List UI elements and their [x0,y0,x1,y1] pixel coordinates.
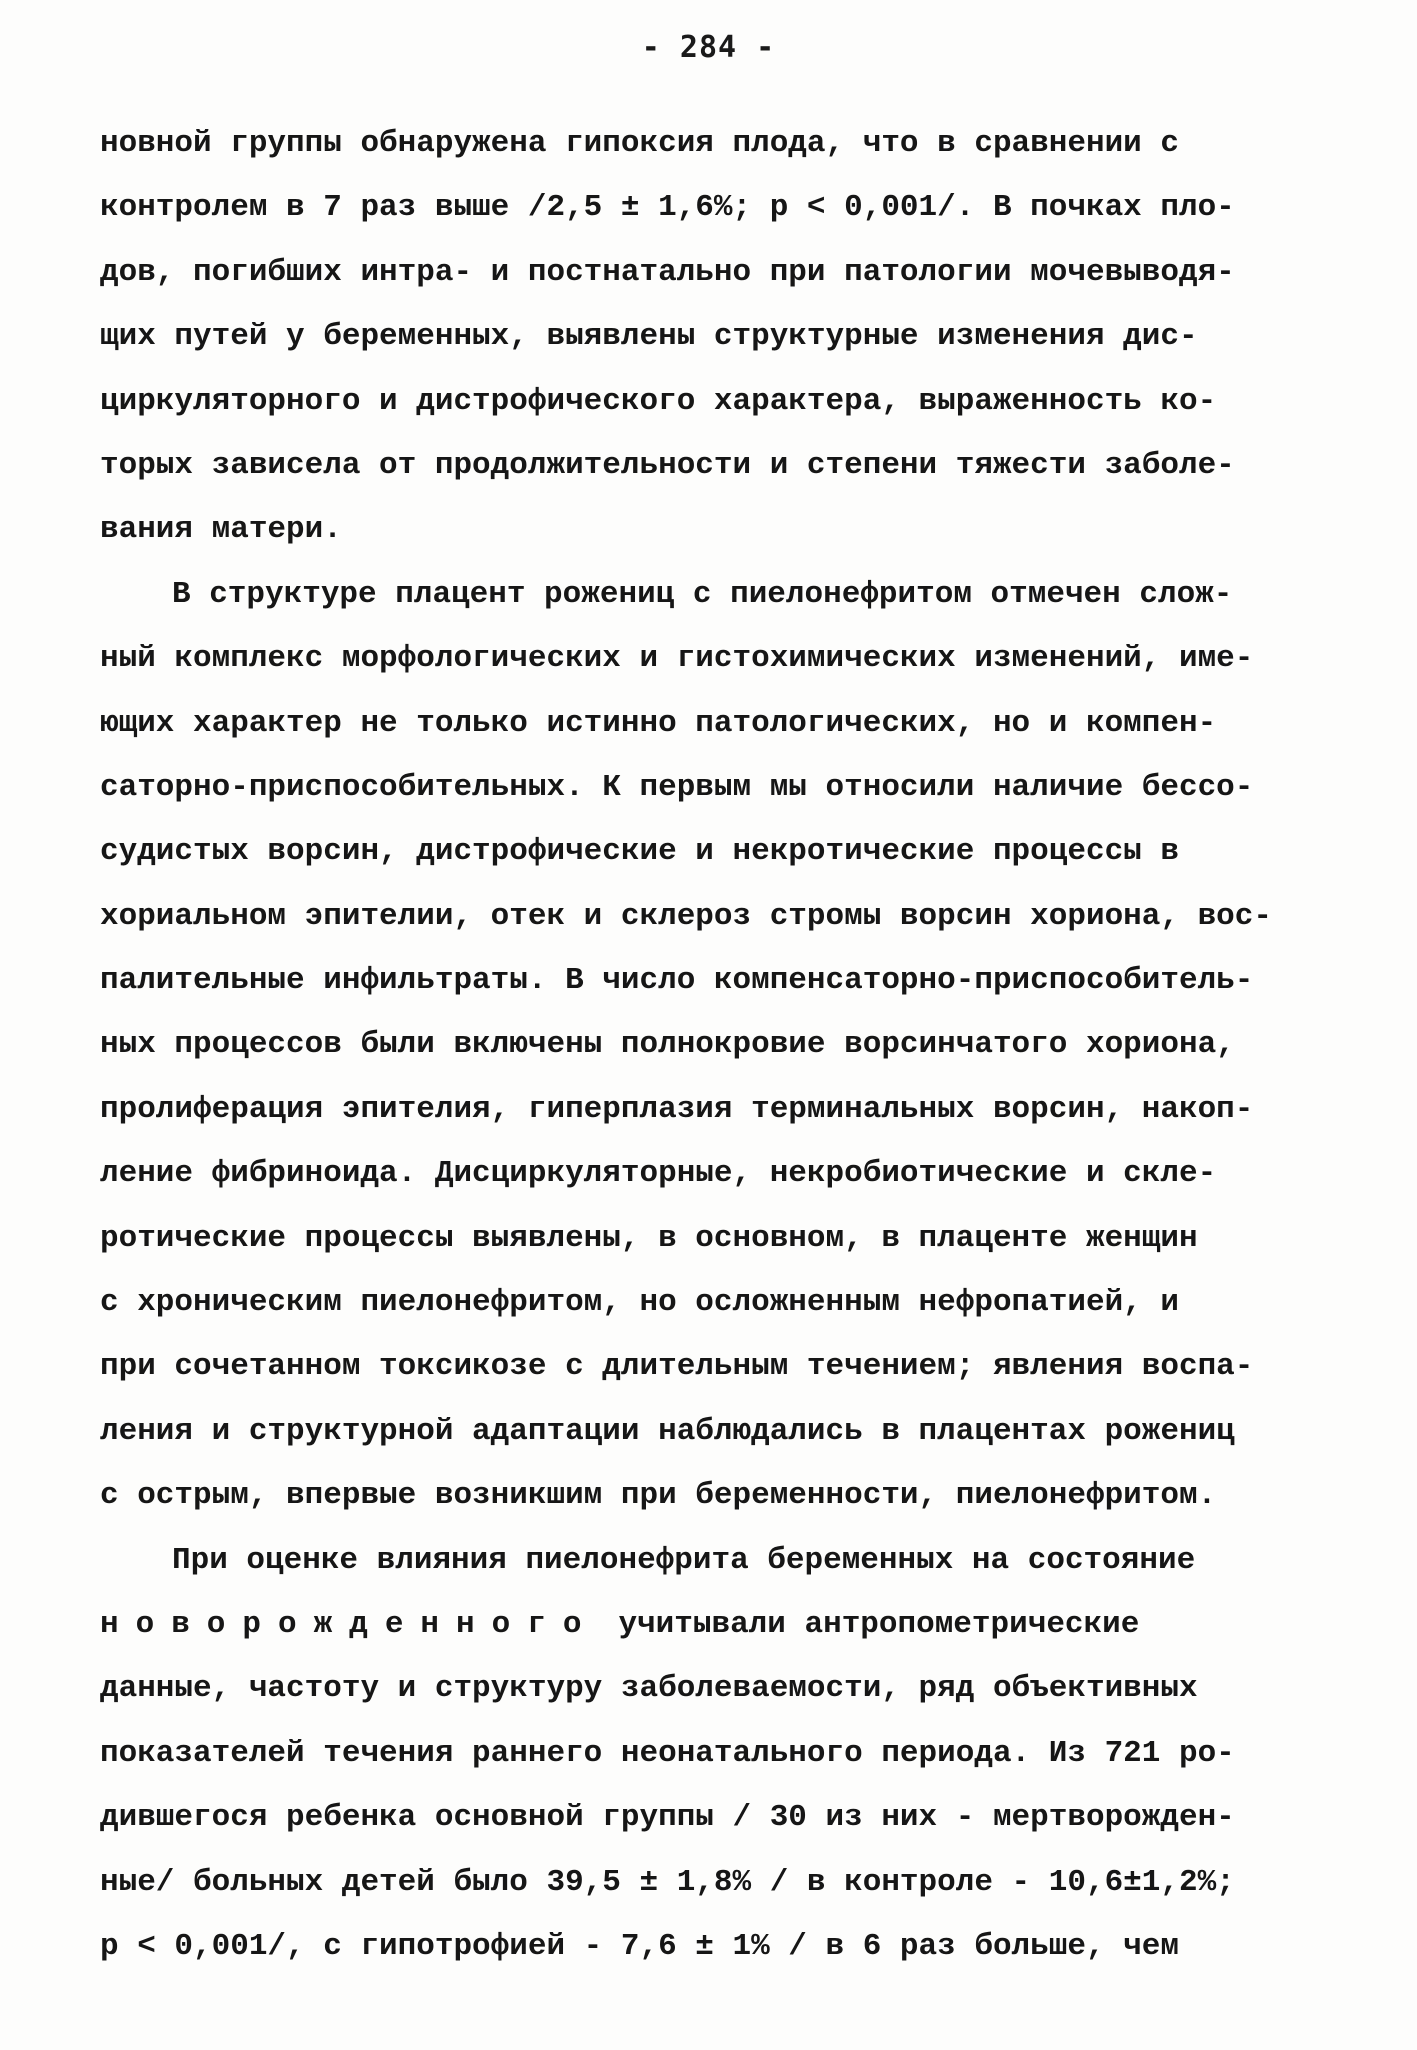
text-line: ные/ больных детей было 39,5 ± 1,8% / в контроле - 10,6±1,2%; [100,1864,1235,1900]
body-text [100,112,1340,1979]
text-line: при сочетанном токсикозе с длительным течением; явления воспа- [100,1349,1254,1385]
text-line: судистых ворсин, дистрофические и некротические процессы в [100,834,1179,870]
text-line: данные, частоту и структуру заболеваемости, ряд объективных [100,1671,1198,1707]
text-line: дов, погибших интра- и постнатально при патологии мочевыводя- [100,254,1235,290]
text-line: ющих характер не только истинно патологических, но и компен- [100,705,1217,741]
text-line-with-spaced-word [100,1593,1340,1657]
text-line: циркуляторного и дистрофического характера, выраженность ко- [100,383,1217,419]
text-line: р < 0,001/, с гипотрофией - 7,6 ± 1% / в 6 раз больше, чем [100,1928,1179,1964]
text-line: вания матери. [100,512,342,548]
paragraph-start-line: При оценке влияния пиелонефрита беременных на состояние [172,1542,1196,1578]
text-line: ных процессов были включены полнокровие ворсинчатого хориона, [100,1027,1235,1063]
text-line-remainder: учитывали антропометрические [618,1606,1140,1642]
text-line: с хроническим пиелонефритом, но осложненным нефропатией, и [100,1285,1179,1321]
text-line: показателей течения раннего неонатального периода. Из 721 ро- [100,1735,1235,1771]
text-line: ротические процессы выявлены, в основном, в плаценте женщин [100,1220,1198,1256]
page-number: - 284 - [641,30,776,65]
spaced-emphasis-word: новорожденного [100,1606,599,1642]
text-line: дившегося ребенка основной группы / 30 из них - мертворожден- [100,1800,1235,1836]
text-line: палительные инфильтраты. В число компенсаторно-приспособитель- [100,963,1254,999]
text-line: ление фибриноида. Дисциркуляторные, некробиотические и скле- [100,1156,1217,1192]
text-line: новной группы обнаружена гипоксия плода, что в сравнении с [100,126,1179,161]
text-line: торых зависела от продолжительности и степени тяжести заболе- [100,447,1235,483]
text-line: саторно-приспособительных. К первым мы относили наличие бессо- [100,769,1254,805]
text-line: ный комплекс морфологических и гистохимических изменений, име- [100,641,1254,677]
text-line: ления и структурной адаптации наблюдались в плацентах рожениц [100,1413,1235,1449]
text-line: щих путей у беременных, выявлены структурные изменения дис- [100,319,1198,355]
text-line: с острым, впервые возникшим при беременности, пиелонефритом. [100,1478,1217,1514]
text-line: контролем в 7 раз выше /2,5 ± 1,6%; р < 0,001/. В почках пло- [100,190,1235,226]
paragraph-start-line: В структуре плацент рожениц с пиелонефритом отмечен слож- [172,576,1233,612]
text-line: хориальном эпителии, отек и склероз стромы ворсин хориона, вос- [100,898,1272,934]
text-line: пролиферация эпителия, гиперплазия терминальных ворсин, накоп- [100,1091,1254,1127]
